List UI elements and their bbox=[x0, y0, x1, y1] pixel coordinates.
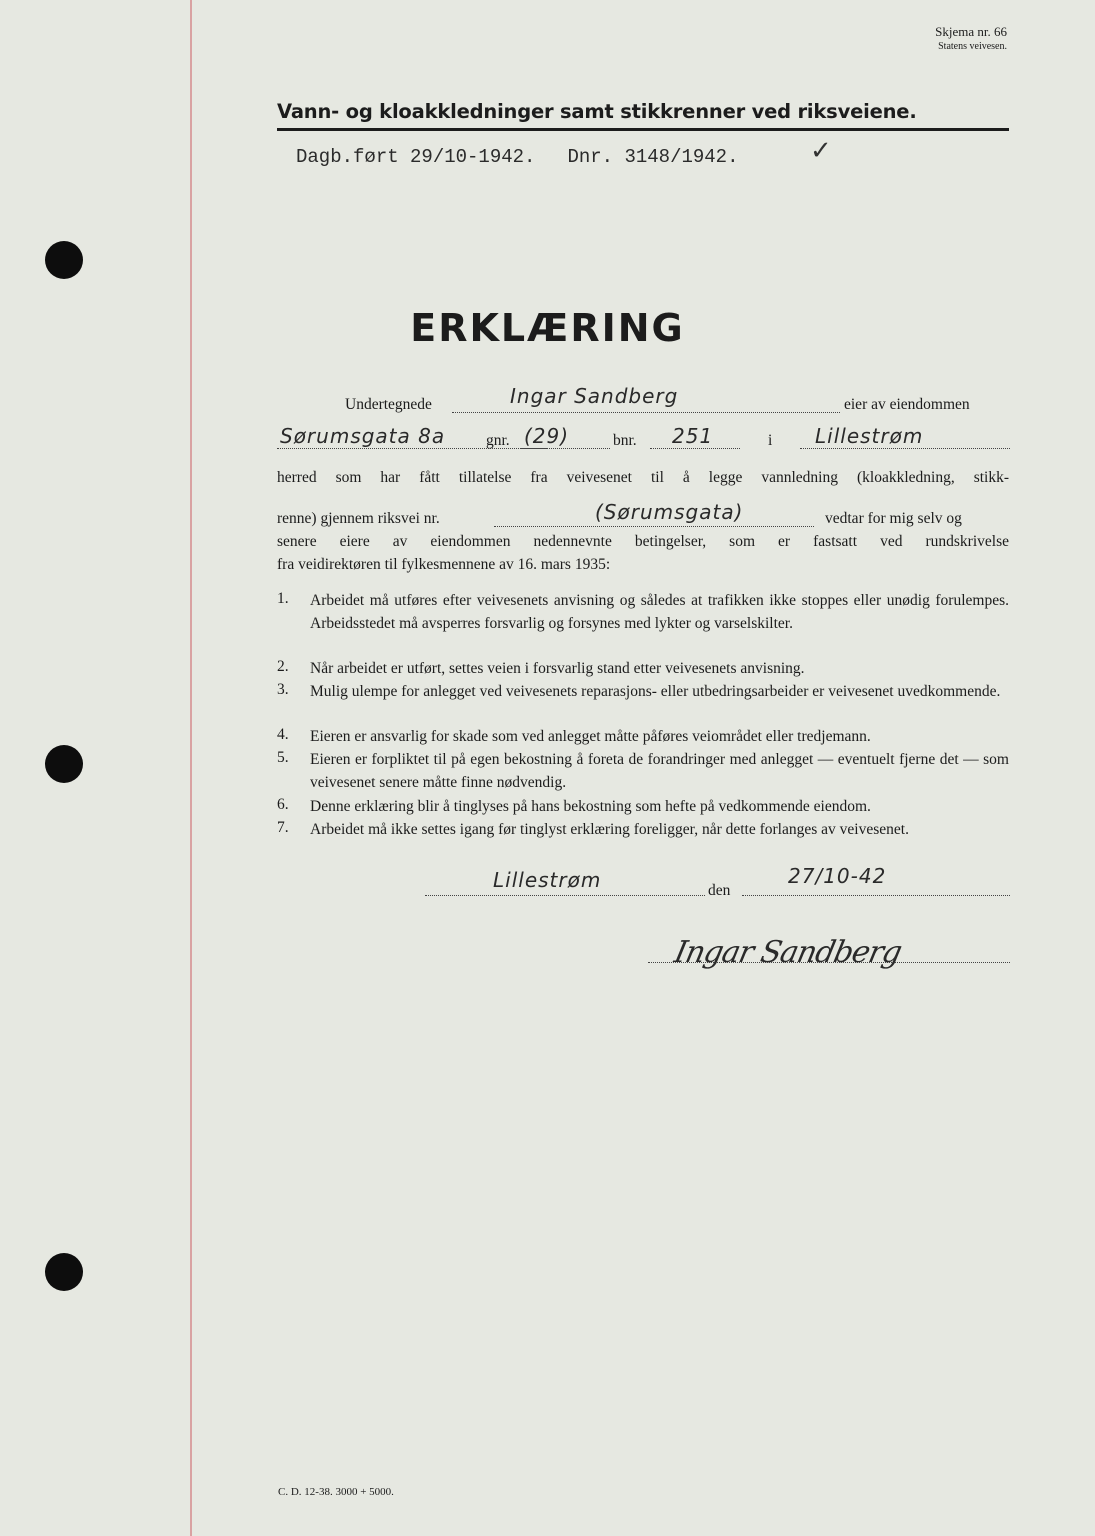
riksvei-prefix: renne) gjennem riksvei nr. bbox=[277, 510, 440, 527]
date-handwritten: 27/10-42 bbox=[788, 864, 887, 888]
condition-number: 4. bbox=[277, 726, 289, 743]
paragraph-line: senere eiere av eiendommen nedennevnte betingelser, som er fastsatt ved rundskrivelse bbox=[277, 533, 1009, 550]
condition-number: 1. bbox=[277, 590, 289, 607]
date-dotted-line bbox=[742, 895, 1010, 896]
municipality-dotted-line bbox=[800, 448, 1010, 449]
street-handwritten: Sørumsgata 8a bbox=[280, 424, 446, 448]
punch-hole bbox=[45, 745, 83, 783]
paragraph-line: fra veidirektøren til fylkesmennene av 16. mars 1935: bbox=[277, 556, 611, 573]
condition-text: Arbeidet må ikke settes igang før tinglyst erklæring foreligger, når dette forlanges av veivesenet. bbox=[310, 821, 909, 838]
signature-handwritten: Ingar Sandberg bbox=[671, 935, 905, 970]
condition-number: 7. bbox=[277, 819, 289, 836]
condition-number: 6. bbox=[277, 796, 289, 813]
owner-name-handwritten: Ingar Sandberg bbox=[510, 384, 679, 408]
name-dotted-line bbox=[452, 412, 840, 413]
punch-hole bbox=[45, 241, 83, 279]
document-title: ERKLÆRING bbox=[410, 306, 685, 350]
print-code: C. D. 12-38. 3000 + 5000. bbox=[278, 1486, 394, 1498]
bnr-dotted-line bbox=[650, 448, 740, 449]
condition-text: Eieren er ansvarlig for skade som ved anlegget måtte påføres veiområdet eller tredjemann. bbox=[310, 728, 871, 745]
punch-hole bbox=[45, 1253, 83, 1291]
den-label: den bbox=[708, 882, 731, 899]
form-number: Skjema nr. 66 bbox=[935, 24, 1007, 39]
condition-number: 2. bbox=[277, 658, 289, 675]
condition-number: 3. bbox=[277, 681, 289, 698]
typed-registration bbox=[296, 146, 770, 168]
gnr-dotted-line bbox=[520, 448, 610, 449]
condition-text: Eieren er forpliktet til på egen bekostning å foreta de forandringer med anlegget — eventuelt fjerne det — som veivesenet senere måtte finne nødvendig. bbox=[310, 751, 1009, 791]
municipality-handwritten: Lillestrøm bbox=[815, 424, 924, 448]
riksvei-suffix: vedtar for mig selv og bbox=[825, 510, 962, 527]
place-dotted-line bbox=[425, 895, 705, 896]
gnr-label: gnr. bbox=[486, 432, 510, 449]
condition-text: Arbeidet må utføres efter veivesenets anvisning og således at trafikken ikke stoppes eller unødig forulempes. Arbeidsstedet må avsperres forsvarlig og forsynes med lykter og varselskilter. bbox=[310, 592, 1009, 632]
bnr-label: bnr. bbox=[613, 432, 637, 449]
i-label: i bbox=[768, 432, 773, 449]
eier-label: eier av eiendommen bbox=[844, 396, 970, 413]
margin-line bbox=[190, 0, 192, 1536]
paragraph-line: herred som har fått tillatelse fra veivesenet til å legge vannledning (kloakkledning, stikk- bbox=[277, 469, 1009, 486]
place-handwritten: Lillestrøm bbox=[493, 868, 602, 892]
condition-text: Når arbeidet er utført, settes veien i forsvarlig stand etter veivesenets anvisning. bbox=[310, 660, 805, 677]
dagbok-entry: Dagb.ført 29/10-1942. bbox=[296, 146, 536, 168]
condition-number: 5. bbox=[277, 749, 289, 766]
dnr-entry: Dnr. 3148/1942. bbox=[567, 146, 739, 168]
bnr-handwritten: 251 bbox=[672, 424, 714, 448]
check-mark: ✓ bbox=[810, 136, 832, 166]
headline-rule bbox=[277, 128, 1009, 131]
form-identifier bbox=[935, 24, 1007, 54]
form-headline: Vann- og kloakkledninger samt stikkrenner ved riksveiene. bbox=[277, 100, 917, 123]
gnr-handwritten: (29) bbox=[524, 424, 570, 448]
condition-text: Mulig ulempe for anlegget ved veivesenets reparasjons- eller utbedringsarbeider er veivesenet uvedkommende. bbox=[310, 683, 1001, 700]
condition-text: Denne erklæring blir å tinglyses på hans bekostning som hefte på vedkommende eiendom. bbox=[310, 798, 871, 815]
undertegnede-label: Undertegnede bbox=[345, 396, 432, 413]
riksvei-dotted-line bbox=[494, 526, 814, 527]
riksvei-handwritten: (Sørumsgata) bbox=[595, 500, 744, 524]
form-agency: Statens veivesen. bbox=[938, 41, 1007, 52]
